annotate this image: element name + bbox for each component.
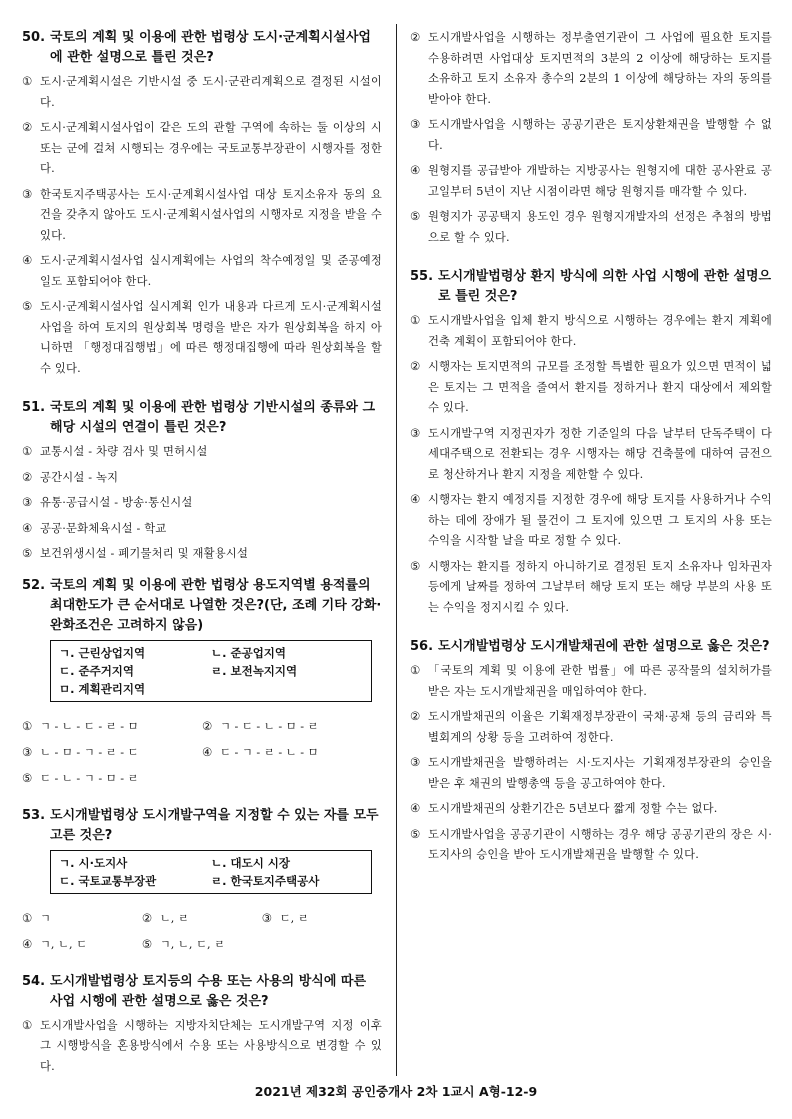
- option-text: 도시개발사업을 시행하는 지방자치단체는 도시개발구역 지정 이후 그 시행방식을 혼용방식에서 수용 또는 사용방식으로 변경할 수 있다.: [40, 1018, 382, 1073]
- option-mark: ④: [410, 493, 421, 506]
- option-2[interactable]: [410, 357, 772, 419]
- page-footer: 2021년 제32회 공인중개사 2차 1교시 A형-12-9: [254, 1084, 538, 1099]
- option-text: ㄷ, ㄹ: [279, 911, 309, 925]
- option-text: 도시·군계획시설은 기반시설 중 도시·군관리계획으로 결정된 시설이다.: [40, 75, 382, 109]
- question-text: 도시개발법령상 도시개발구역을 지정할 수 있는 자를 모두 고른 것은?: [50, 807, 379, 843]
- question-title: [22, 576, 382, 636]
- question-51: [22, 398, 382, 565]
- question-number: 54.: [22, 973, 46, 989]
- option-text: 「국토의 계획 및 이용에 관한 법률」에 따른 공작물의 설치허가를 받은 자는 도시개발채권을 매입하여야 한다.: [428, 664, 772, 698]
- option-text: 도시개발구역 지정권자가 정한 기준일의 다음 날부터 단독주택이 다세대주택으로 전환되는 경우 시행자는 해당 건축물에 대하여 금전으로 청산하거나 환지 지정을 제한할 수 있다.: [428, 426, 772, 481]
- option-mark: ③: [410, 756, 421, 769]
- answer-grid: [22, 906, 382, 958]
- question-53: [22, 806, 382, 958]
- answer-grid: [22, 714, 382, 792]
- question-50: [22, 28, 382, 379]
- option-text: 도시·군계획시설사업 실시계획에는 사업의 착수예정일 및 준공예정일도 포함되어야 한다.: [40, 254, 382, 288]
- option-mark: ⑤: [410, 827, 421, 841]
- option-5[interactable]: [22, 766, 202, 792]
- question-number: 53.: [22, 807, 46, 823]
- box-item: ㄱ. 시·도지사: [59, 855, 128, 870]
- option-3[interactable]: [410, 115, 772, 156]
- option-mark: ⑤: [22, 771, 33, 785]
- question-text: 도시개발법령상 토지등의 수용 또는 사용의 방식에 따른 사업 시행에 관한 설명으로 옳은 것은?: [50, 973, 367, 1009]
- option-1[interactable]: [410, 661, 772, 702]
- option-mark: ①: [22, 75, 33, 88]
- option-mark: ⑤: [410, 559, 421, 573]
- option-3[interactable]: [410, 753, 772, 794]
- option-mark: ②: [22, 121, 33, 134]
- option-text: ㄷ - ㄴ - ㄱ - ㅁ - ㄹ: [40, 771, 139, 785]
- option-mark: ②: [410, 31, 421, 44]
- option-mark: ②: [141, 911, 153, 925]
- option-text: 도시개발사업을 시행하는 공공기관은 토지상환채권을 발행할 수 없다.: [428, 118, 772, 152]
- option-1[interactable]: [22, 72, 382, 113]
- option-text: ㄴ, ㄹ: [159, 911, 189, 925]
- box-item: ㄱ. 근린상업지역: [59, 645, 146, 660]
- question-title: [22, 972, 382, 1012]
- option-mark: ⑤: [410, 210, 421, 223]
- right-column: [410, 28, 772, 871]
- left-column: [22, 28, 382, 1082]
- option-mark: ③: [410, 118, 421, 131]
- option-mark: ⑤: [22, 547, 33, 560]
- option-text: 공간시설 - 녹지: [40, 470, 119, 484]
- option-1[interactable]: [410, 311, 772, 352]
- option-1[interactable]: [22, 906, 142, 932]
- question-number: 51.: [22, 400, 46, 415]
- option-mark: ⑤: [141, 937, 153, 951]
- question-title: [22, 28, 382, 68]
- question-text: 도시개발법령상 도시개발채권에 관한 설명으로 옳은 것은?: [438, 639, 770, 654]
- option-text: 유통·공급시설 - 방송·통신시설: [40, 496, 193, 509]
- option-text: 도시개발채권을 발행하려는 시·도지사는 기획재정부장관의 승인을 받은 후 채권의 발행총액 등을 공고하여야 한다.: [428, 756, 772, 790]
- option-mark: ③: [22, 496, 33, 509]
- option-mark: ①: [22, 719, 33, 733]
- option-mark: ⑤: [22, 300, 33, 313]
- box-item: ㄹ. 보전녹지지역: [211, 663, 298, 678]
- option-mark: ②: [410, 360, 421, 373]
- question-55: [410, 267, 772, 618]
- option-text: 시행자는 환지를 정하지 아니하기로 결정된 토지 소유자나 임차권자등에게 날짜를 정하여 그날부터 해당 토지 또는 해당 부분의 사용 또는 수익을 정지시킬 수 있다.: [428, 559, 772, 614]
- option-text: ㄱ, ㄴ, ㄷ, ㄹ: [159, 937, 226, 951]
- option-text: 도시개발사업을 시행하는 정부출연기관이 그 사업에 필요한 토지를 수용하려면 사업대상 토지면적의 3분의 2 이상에 해당하는 토지를 소유하고 토지 소유자 총수의 2분의 1 이상에 해당하는 자의 동의를 받아야 한다.: [428, 31, 772, 106]
- question-text: 도시개발법령상 환지 방식에 의한 사업 시행에 관한 설명으로 틀린 것은?: [438, 269, 772, 304]
- box-item: ㄷ. 준주거지역: [59, 663, 135, 678]
- option-mark: ④: [410, 802, 421, 815]
- option-text: 도시개발사업을 입체 환지 방식으로 시행하는 경우에는 환지 계획에 건축 계획이 포함되어야 한다.: [428, 314, 772, 348]
- question-number: 50.: [22, 30, 46, 45]
- option-mark: ③: [410, 426, 421, 440]
- option-2[interactable]: [142, 906, 262, 932]
- option-2[interactable]: [410, 28, 772, 110]
- option-2[interactable]: [410, 707, 772, 748]
- option-mark: ④: [202, 745, 213, 759]
- option-mark: ②: [410, 710, 421, 723]
- option-text: 도시개발채권의 이율은 기획재정부장관이 국채·공채 등의 금리와 특별회계의 상황 등을 고려하여 정한다.: [428, 710, 772, 744]
- box-item: ㄹ. 한국토지주택공사: [211, 873, 320, 888]
- option-2[interactable]: [22, 118, 382, 180]
- box-item: ㅁ. 계획관리지역: [59, 681, 146, 696]
- option-mark: ①: [22, 1018, 33, 1032]
- option-text: 보건위생시설 - 폐기물처리 및 재활용시설: [40, 547, 249, 560]
- option-text: 도시개발채권의 상환기간은 5년보다 짧게 정할 수는 없다.: [428, 802, 718, 815]
- option-5[interactable]: [22, 544, 382, 565]
- option-text: 도시·군계획시설사업 실시계획 인가 내용과 다르게 도시·군계획시설사업을 하여 토지의 원상회복 명령을 받은 자가 원상회복을 하지 아니하면 「행정대집행법」에 따른 행정대집행에 따라 원상회복을 할 수 있다.: [40, 300, 382, 375]
- box-item: ㄷ. 국토교통부장관: [59, 873, 157, 888]
- option-mark: ②: [22, 470, 33, 484]
- option-5[interactable]: [410, 557, 772, 619]
- question-title: [22, 398, 382, 438]
- option-text: ㄱ, ㄴ, ㄷ: [40, 937, 88, 951]
- option-text: 공공·문화체육시설 - 학교: [40, 521, 167, 535]
- option-4[interactable]: [410, 161, 772, 202]
- option-1[interactable]: [22, 442, 382, 463]
- option-3[interactable]: [410, 424, 772, 486]
- option-mark: ①: [410, 314, 421, 327]
- option-3[interactable]: [22, 185, 382, 247]
- option-text: ㄷ - ㄱ - ㄹ - ㄴ - ㅁ: [220, 745, 319, 759]
- option-mark: ②: [202, 719, 213, 733]
- option-4[interactable]: [202, 740, 382, 766]
- option-1[interactable]: [22, 1016, 382, 1078]
- option-mark: ④: [22, 254, 33, 267]
- column-divider: [396, 24, 397, 1076]
- option-5[interactable]: [142, 932, 262, 958]
- question-title: [22, 806, 382, 846]
- option-5[interactable]: [410, 825, 772, 866]
- option-4[interactable]: [22, 519, 382, 540]
- option-text: 시행자는 환지 예정지를 지정한 경우에 해당 토지를 사용하거나 수익하는 데에 장애가 될 물건이 그 토지에 있으면 그 토지의 사용 또는 수익을 시작할 날을 따로 정할 수 있다.: [428, 493, 772, 547]
- option-mark: ①: [22, 445, 33, 458]
- option-2[interactable]: [202, 714, 382, 740]
- option-3[interactable]: [262, 906, 382, 932]
- question-54: [22, 972, 382, 1078]
- option-5[interactable]: [410, 207, 772, 248]
- option-4[interactable]: [22, 251, 382, 292]
- option-mark: ④: [22, 521, 33, 535]
- option-text: 시행자는 토지면적의 규모를 조정할 특별한 필요가 있으면 면적이 넓은 토지는 그 면적을 줄여서 환지를 정하거나 환지 대상에서 제외할 수 있다.: [428, 360, 772, 414]
- option-text: 원형지를 공급받아 개발하는 지방공사는 원형지에 대한 공사완료 공고일부터 5년이 지난 시점이라면 해당 원형지를 매각할 수 있다.: [428, 164, 772, 198]
- option-mark: ①: [22, 911, 33, 925]
- option-mark: ①: [410, 664, 421, 677]
- option-4[interactable]: [22, 932, 142, 958]
- option-3[interactable]: [22, 740, 202, 766]
- question-text: 국토의 계획 및 이용에 관한 법령상 용도지역별 용적률의 최대한도가 큰 순서대로 나열한 것은?(단, 조례 기타 강화·완화조건은 고려하지 않음): [50, 577, 382, 633]
- option-mark: ③: [22, 745, 33, 759]
- option-mark: ④: [410, 164, 421, 177]
- question-number: 52.: [22, 577, 46, 593]
- box-item: ㄴ. 대도시 시장: [211, 855, 291, 870]
- question-title: [410, 267, 772, 307]
- choice-box: [50, 850, 372, 894]
- question-54-continued: [410, 28, 772, 248]
- option-text: 교통시설 - 차량 검사 및 면허시설: [40, 445, 208, 458]
- choice-box: [50, 640, 372, 702]
- option-mark: ③: [261, 911, 272, 925]
- option-3[interactable]: [22, 493, 382, 514]
- option-mark: ③: [22, 187, 33, 201]
- option-text: ㄴ - ㅁ - ㄱ - ㄹ - ㄷ: [40, 745, 139, 759]
- option-5[interactable]: [22, 297, 382, 379]
- option-4[interactable]: [410, 490, 772, 552]
- option-text: 한국토지주택공사는 도시·군계획시설사업 대상 토지소유자 동의 요건을 갖추지 않아도 도시·군계획시설사업의 시행자로 지정을 받을 수 있다.: [40, 187, 382, 242]
- question-text: 국토의 계획 및 이용에 관한 법령상 기반시설의 종류와 그 해당 시설의 연결이 틀린 것은?: [50, 400, 376, 435]
- question-title: [410, 637, 772, 657]
- box-item: [211, 680, 363, 698]
- option-mark: ④: [22, 937, 33, 951]
- option-text: ㄱ: [40, 911, 51, 925]
- option-text: 원형지가 공공택지 용도인 경우 원형지개발자의 선정은 추첨의 방법으로 할 수 있다.: [428, 210, 772, 244]
- option-text: ㄱ - ㄷ - ㄴ - ㅁ - ㄹ: [220, 719, 319, 733]
- option-1[interactable]: [22, 714, 202, 740]
- question-text: 국토의 계획 및 이용에 관한 법령상 도시·군계획시설사업에 관한 설명으로 틀린 것은?: [50, 30, 371, 65]
- question-number: 56.: [410, 639, 434, 654]
- option-2[interactable]: [22, 468, 382, 489]
- question-number: 55.: [410, 269, 434, 284]
- option-4[interactable]: [410, 799, 772, 820]
- question-52: [22, 576, 382, 792]
- option-text: 도시·군계획시설사업이 같은 도의 관할 구역에 속하는 둘 이상의 시 또는 군에 걸쳐 시행되는 경우에는 국토교통부장관이 시행자를 정한다.: [40, 121, 382, 175]
- option-text: ㄱ - ㄴ - ㄷ - ㄹ - ㅁ: [40, 719, 139, 733]
- option-text: 도시개발사업을 공공기관이 시행하는 경우 해당 공공기관의 장은 시·도지사의 승인을 받아 도시개발채권을 발행할 수 있다.: [428, 827, 772, 861]
- box-item: ㄴ. 준공업지역: [211, 645, 287, 660]
- question-56: [410, 637, 772, 866]
